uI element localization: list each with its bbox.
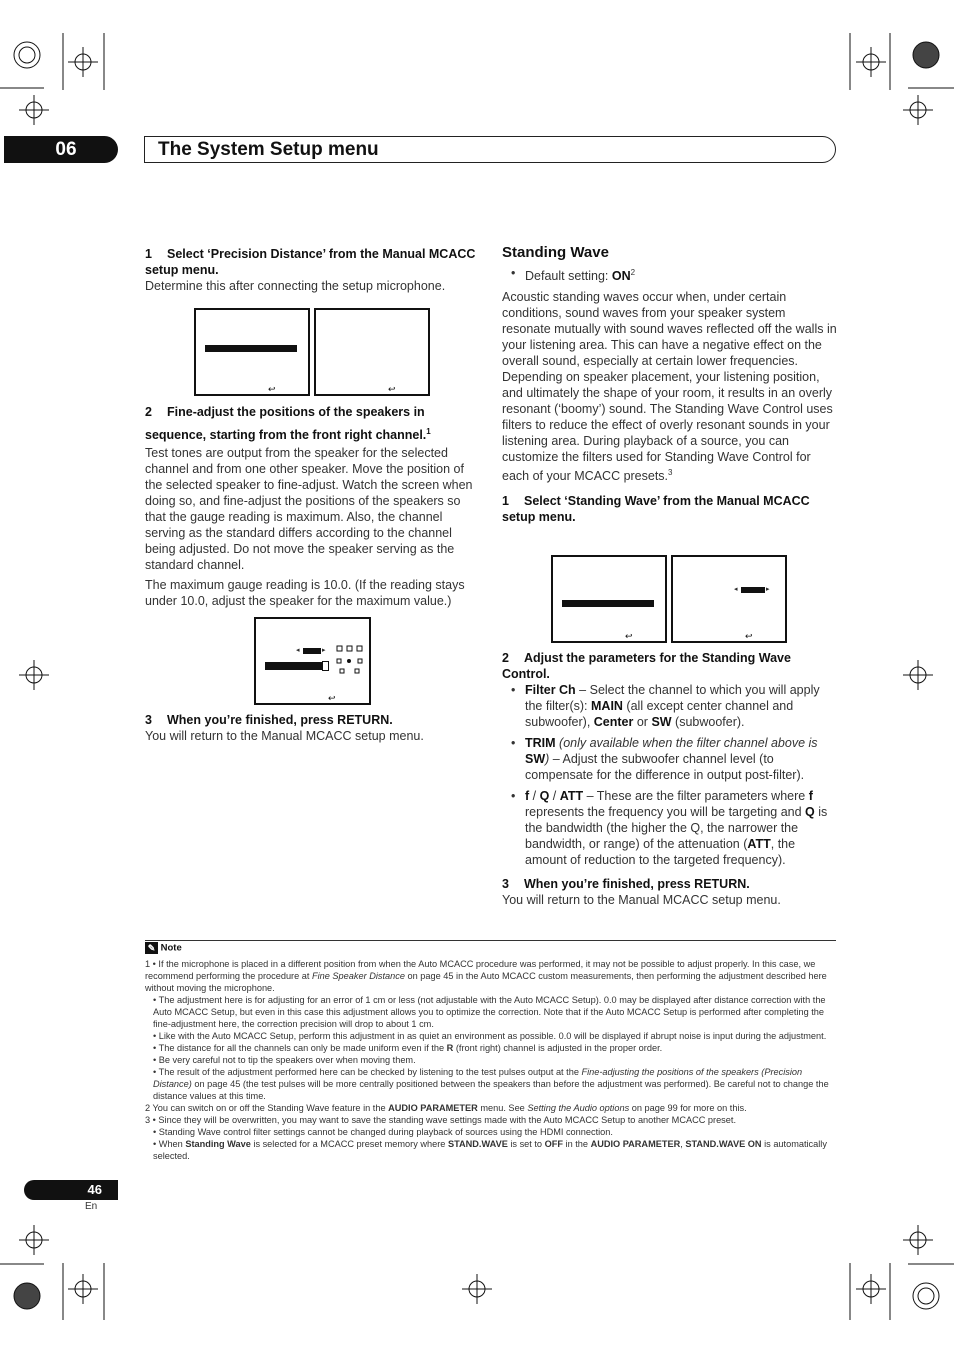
chapter-title: The System Setup menu (144, 136, 836, 163)
bullet-trim: • TRIM (only available when the filter channel above is SW) – Adjust the subwoofer channel level (to compensate for the difference in output post-filter). (502, 735, 837, 783)
note-1c: • Like with the Auto MCACC Setup, perform this adjustment in as quiet an environment as possible. 0.0 will be displayed if abrupt noise is input during the adjustment. (153, 1031, 827, 1041)
note-3: 3 • Since they will be overwritten, you may want to save the standing wave settings made with the Auto MCACC Setup to another MCACC preset. (145, 1115, 736, 1125)
left-step-3 (145, 712, 480, 744)
step-1-body: Determine this after connecting the setup microphone. (145, 279, 446, 293)
note-pencil-icon: ✎ (145, 942, 158, 954)
note-2: 2 You can switch on or off the Standing Wave feature in the AUDIO PARAMETER menu. See Setting the Audio options on page 99 for more on this. (145, 1103, 747, 1113)
note-1d: • The distance for all the channels can only be made uniform even if the R (front right) channel is adjusted in the proper order. (153, 1043, 663, 1053)
sw-step-1-heading: 1 Select ‘Standing Wave’ from the Manual MCACC setup menu. (502, 494, 810, 525)
page-number: 46 (24, 1180, 118, 1200)
default-setting: • Default setting: $ON^2$ (502, 265, 837, 284)
language-code: En (85, 1201, 98, 1212)
left-arrow-icon: ◂ (734, 586, 738, 593)
step-2-heading: 2 Fine-adjust the positions of the speakers in sequence, starting from the front right channel.$^1$ (145, 405, 431, 443)
step-1-heading: 1 Select ‘Precision Distance’ from the Manual MCACC setup menu. (145, 247, 476, 277)
footnotes (145, 958, 835, 1162)
speaker-layout-icon (336, 645, 366, 675)
osd-screen-menu (194, 308, 310, 396)
standing-wave-description: Acoustic standing waves occur when, under certain conditions, sound waves from your speaker system resonate mutually with sound waves reflected off the walls in your listening area. This can have a negative effect on the overall sound, especially at certain lower frequencies. Depending on speaker placement, your listening position, and ultimately the shape of your room, it results in an overly resonant (‘boomy’) sound. The Standing Wave Control uses filters to reduce the effect of overly resonant sounds in your listening area. During playback of a source, you can customize the filters used for Standing Wave Control for each of your MCACC presets.$^3$ (502, 290, 837, 484)
return-icon: ↩ (328, 693, 336, 703)
return-icon: ↩ (388, 384, 396, 394)
note-3c: • When Standing Wave is selected for a MCACC preset memory where STAND.WAVE is set to OFF in the AUDIO PARAMETER, STAND.WAVE ON is automatically selected. (153, 1139, 827, 1161)
note-1: 1 • If the microphone is placed in a different position from when the Auto MCACC procedure was performed, it may not be possible to adjust properly. In this case, we recommend performing the procedure at Fine Speaker Distance on page 45 in the Auto MCACC custom measurements, then performing the adjustment described here without moving the microphone. (145, 959, 827, 993)
right-column (502, 244, 837, 525)
left-column (145, 246, 480, 294)
left-arrow-icon: ◂ (296, 647, 300, 654)
osd-screen-standing-wave (671, 555, 787, 643)
chapter-number: 06 (4, 136, 118, 163)
notes-heading: ✎ Note (145, 942, 182, 954)
return-icon: ↩ (268, 384, 276, 394)
left-step-2 (145, 403, 480, 609)
note-3b: • Standing Wave control filter settings cannot be changed during playback of sources using the HDMI connection. (153, 1127, 613, 1137)
bullet-f-q-att: • f / Q / ATT – These are the filter parameters where f represents the frequency you will be targeting and Q is the bandwidth (the higher the Q, the narrower the bandwidth, or range) of the attenuation (ATT, the amount of reduction to the targeted frequency). (502, 788, 837, 868)
step-3-body: You will return to the Manual MCACC setup menu. (145, 729, 424, 743)
return-icon: ↩ (745, 631, 753, 641)
sw-step-2-heading: 2 Adjust the parameters for the Standing Wave Control. (502, 651, 791, 681)
note-1e: • Be very careful not to tip the speakers over when moving them. (153, 1055, 416, 1065)
value-box (741, 587, 765, 593)
right-step-3 (502, 876, 837, 908)
step-2-body-note: The maximum gauge reading is 10.0. (If the reading stays under 10.0, adjust the speaker for the maximum value.) (145, 578, 465, 609)
bullet-filter-ch: • Filter Ch – Select the channel to which you will apply the filter(s): MAIN (all except center channel and subwoofer), Center or SW (subwoofer). (502, 682, 837, 730)
note-1b: • The adjustment here is for adjusting for an error of 1 cm or less (not adjustable with the Auto MCACC Setup). 0.0 may be displayed after distance correction with the Auto MCACC Setup, but even in this case this adjustment allows you to optimize the correction. Note that if the Auto MCACC Setup is performed after completing the fine-adjustment here, the correction precision will drop to about 1 cm. (153, 995, 826, 1029)
osd-screen-manual-mcacc (551, 555, 667, 643)
sw-step-3-heading: 3 When you’re finished, press RETURN. (502, 877, 750, 891)
selection-bar (205, 345, 297, 352)
sw-step-3-body: You will return to the Manual MCACC setup menu. (502, 893, 781, 907)
return-icon: ↩ (625, 631, 633, 641)
step-2-body: Test tones are output from the speaker for the selected channel and from one other speaker. Move the position of the selected speaker to fine-adjust. Watch the screen when doing so, and fine-adjust the positions of the speakers so that the gauge reading is maximum. Also, the channel serving as the standard differs according to the channel being adjusted. Do not move the speaker serving as the standard channel. (145, 446, 473, 573)
notes-divider (145, 940, 836, 941)
gauge-end (322, 661, 329, 671)
selection-bar (562, 600, 654, 607)
note-1f: • The result of the adjustment performed here can be checked by listening to the test pulses output at the Fine-adjusting the positions of the speakers (Precision Distance) on page 45 (the test pulses will be more centrally positioned between the speakers than before the adjustment was performed). Be careful not to change the distance values at this time. (153, 1067, 829, 1101)
osd-screen-gauge (254, 617, 371, 705)
right-arrow-icon: ▸ (322, 647, 326, 654)
right-arrow-icon: ▸ (766, 586, 770, 593)
value-box (303, 648, 321, 654)
osd-screen-precision-distance (314, 308, 430, 396)
right-step-2 (502, 650, 837, 873)
gauge-bar (265, 662, 323, 670)
section-heading: Standing Wave (502, 244, 609, 261)
step-3-heading: 3 When you’re finished, press RETURN. (145, 713, 393, 727)
